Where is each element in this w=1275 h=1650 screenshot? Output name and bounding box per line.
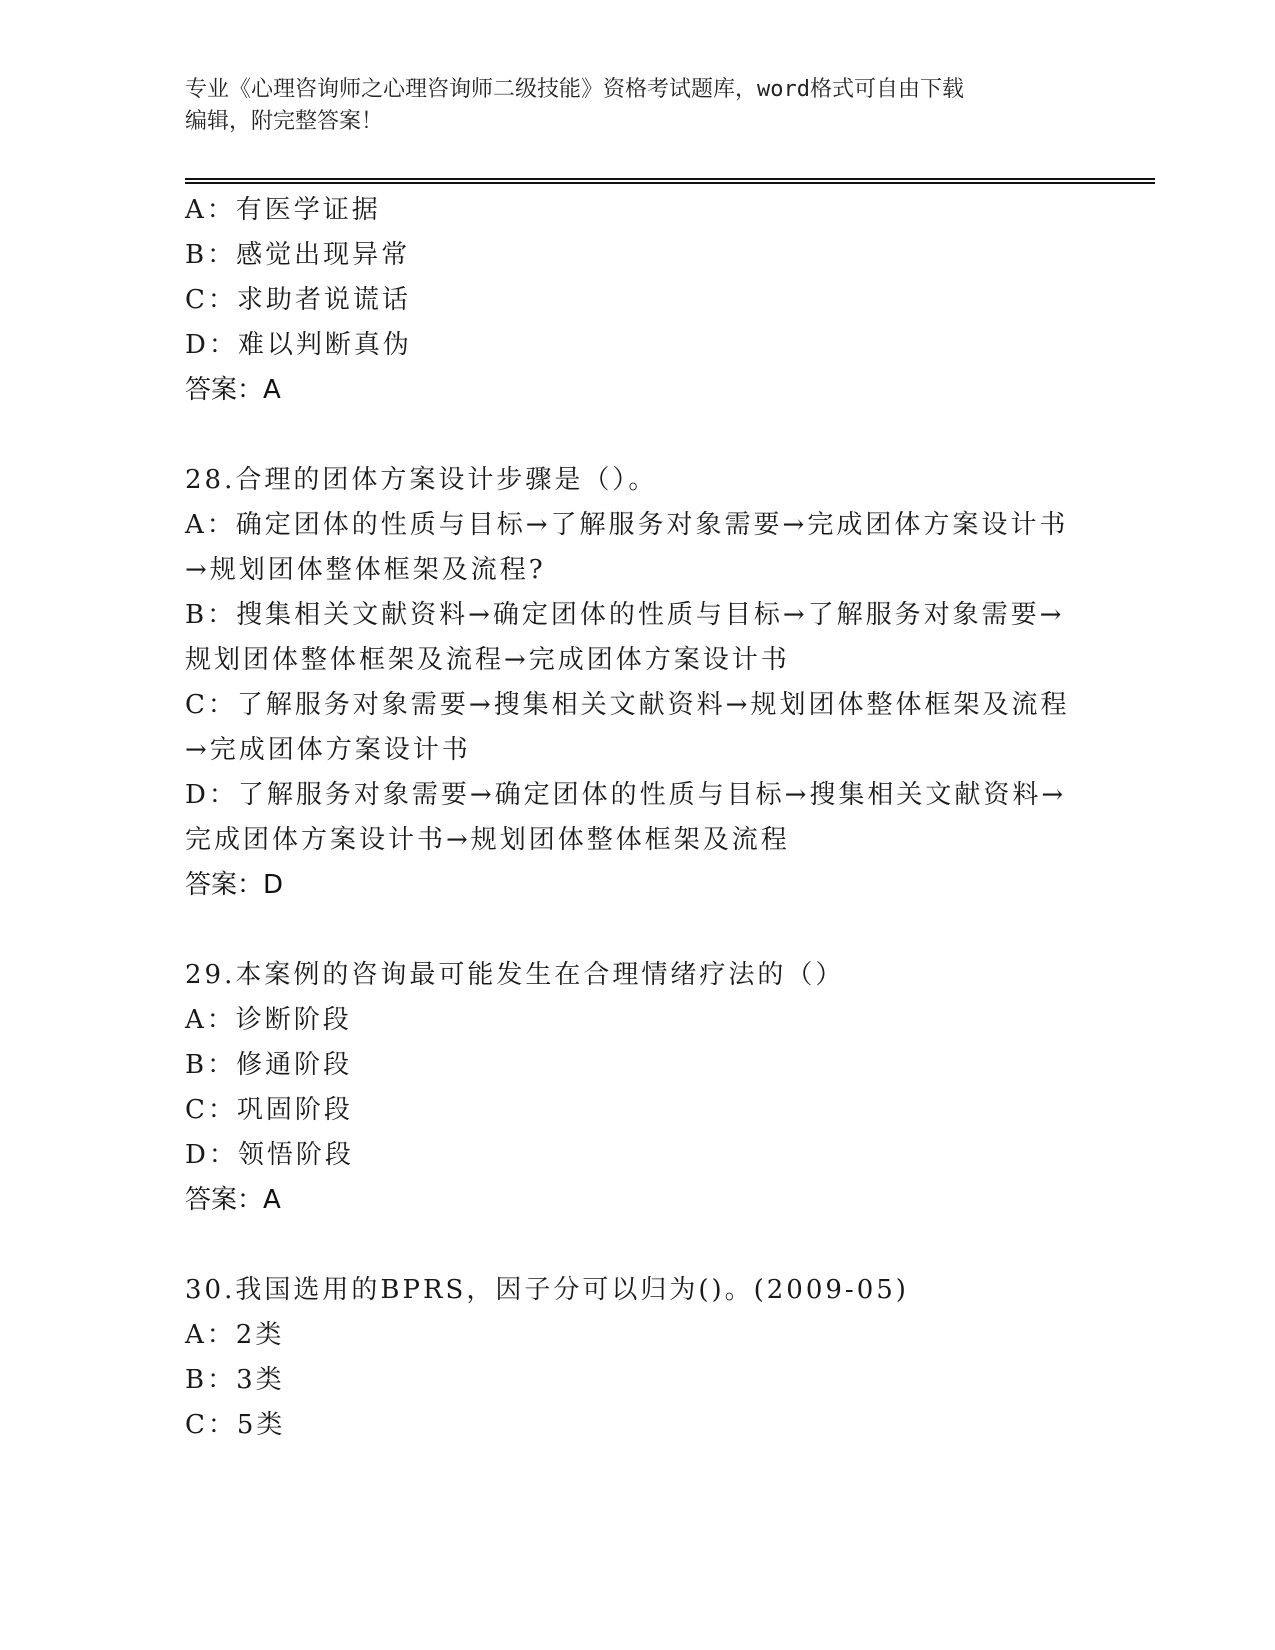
header-line-1: 专业《心理咨询师之心理咨询师二级技能》资格考试题库，word格式可自由下载: [185, 77, 964, 102]
document-header: [185, 74, 1085, 138]
question-28: [185, 458, 1085, 908]
option-d: D：领悟阶段: [185, 1140, 354, 1170]
header-divider-bottom: [185, 182, 1155, 184]
option-b: B：3类: [185, 1365, 285, 1395]
answer: 答案：A: [185, 375, 281, 405]
option-d-line-1: D：了解服务对象需要→确定团体的性质与目标→搜集相关文献资料→: [185, 780, 1067, 810]
option-b: B：修通阶段: [185, 1050, 353, 1080]
option-a-line-1: A：确定团体的性质与目标→了解服务对象需要→完成团体方案设计书: [185, 510, 1069, 540]
option-a: A：2类: [185, 1320, 285, 1350]
question-29: [185, 953, 1085, 1223]
option-b: B：感觉出现异常: [185, 240, 411, 270]
option-c: C：巩固阶段: [185, 1095, 353, 1125]
question-30: [185, 1268, 1085, 1448]
option-a: A：有医学证据: [185, 195, 381, 225]
option-b-line-2: 规划团体整体框架及流程→完成团体方案设计书: [185, 645, 790, 675]
option-c-line-2: →完成团体方案设计书: [185, 735, 471, 765]
option-a: A：诊断阶段: [185, 1005, 352, 1035]
option-c-line-1: C：了解服务对象需要→搜集相关文献资料→规划团体整体框架及流程: [185, 690, 1070, 720]
option-c: C：求助者说谎话: [185, 285, 411, 315]
question-title: 28.合理的团体方案设计步骤是（）。: [185, 465, 658, 495]
option-c: C：5类: [185, 1410, 286, 1440]
option-d: D：难以判断真伪: [185, 330, 412, 360]
option-d-line-2: 完成团体方案设计书→规划团体整体框架及流程: [185, 825, 790, 855]
header-line-2: 编辑，附完整答案！: [185, 109, 384, 134]
option-b-line-1: B：搜集相关文献资料→确定团体的性质与目标→了解服务对象需要→: [185, 600, 1065, 630]
question-title: 29.本案例的咨询最可能发生在合理情绪疗法的（）: [185, 960, 845, 990]
header-divider-top: [185, 178, 1155, 180]
option-a-line-2: →规划团体整体框架及流程?: [185, 555, 546, 585]
question-title: 30.我国选用的BPRS，因子分可以归为()。(2009-05): [185, 1275, 909, 1305]
question-27: [185, 188, 1085, 413]
question-list: [185, 188, 1085, 1448]
answer: 答案：D: [185, 870, 284, 900]
answer: 答案：A: [185, 1185, 281, 1215]
